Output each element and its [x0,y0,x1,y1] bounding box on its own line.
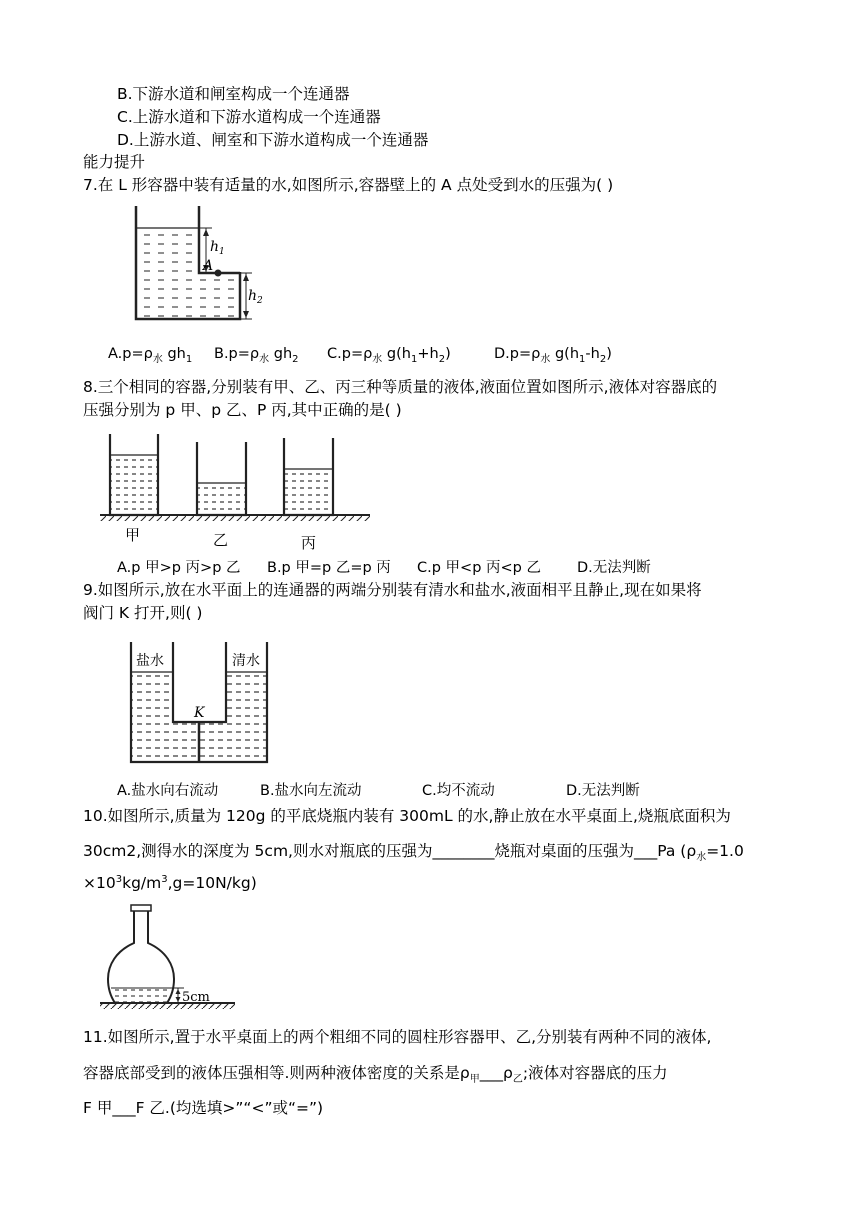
q8-stem-line1: 8.三个相同的容器,分别装有甲、乙、丙三种等质量的液体,液面位置如图所示,液体对容器底的 [83,378,718,396]
q10-figure [98,903,238,1015]
q8-label-jia: 甲 [125,526,141,544]
q9-option-b: B.盐水向左流动 [260,783,362,799]
q8-label-yi: 乙 [213,531,229,549]
q10-line1: 10.如图所示,质量为 120g 的平底烧瓶内装有 300mL 的水,静止放在水平桌面上,烧瓶底面积为 [83,807,731,825]
q8-option-a: A.p 甲>p 丙>p 乙 [117,560,241,576]
q11-line2: 容器底部受到的液体压强相等.则两种液体密度的关系是$\rho_甲\_\_\_\rho_乙$;液体对容器底的压力 [83,1064,668,1086]
q7-label-a: A [203,258,214,274]
q8-option-d: D.无法判断 [577,560,651,576]
q8-option-b: B.p 甲=p 乙=p 丙 [267,560,391,576]
q9-option-d: D.无法判断 [566,783,640,799]
q8-stem-line2: 压强分别为 p 甲、p 乙、P 丙,其中正确的是( ) [83,401,402,419]
q10-label-5cm: 5cm [182,990,210,1005]
section-title: 能力提升 [83,153,146,171]
q7-option-b: $B.p=\rho_水$ $gh_2$ [214,346,299,365]
q9-label-k: K [194,705,205,721]
q10-line3: $\times 10^3kg/m^3,g=10N/kg$) [83,873,257,892]
q9-stem-line1: 9.如图所示,放在水平面上的连通器的两端分别装有清水和盐水,液面相平且静止,现在如果将 [83,581,702,599]
q9-label-salt: 盐水 [136,653,164,669]
q7-label-h1: $h_1$ [210,239,225,257]
prev-option-b: B.下游水道和闸室构成一个连通器 [117,85,350,103]
q8-label-bing: 丙 [301,534,317,552]
q10-line2: 30cm2,测得水的深度为 5cm,则水对瓶底的压强为________烧瓶对桌面的压强为___Pa ($\rho_水=1.0$ [83,842,744,864]
q7-stem: 7.在 L 形容器中装有适量的水,如图所示,容器壁上的 A 点处受到水的压强为( ) [83,176,614,194]
prev-option-c: C.上游水道和下游水道构成一个连通器 [117,108,381,126]
q9-figure [126,640,276,765]
q7-option-c: $C.p=\rho_水$ $g(h_1+h_2)$ [327,346,451,365]
q9-stem-line2: 阀门 K 打开,则( ) [83,604,203,622]
q8-figure [98,428,378,553]
q11-line1: 11.如图所示,置于水平桌面上的两个粗细不同的圆柱形容器甲、乙,分别装有两种不同的液体, [83,1028,712,1046]
q11-line3: F 甲___F 乙.(均选填>”“<”或“=”) [83,1099,324,1117]
q9-option-c: C.均不流动 [422,783,495,799]
q8-option-c: C.p 甲<p 丙<p 乙 [417,560,541,576]
q7-option-a: $A.p=\rho_水$ $gh_1$ [108,346,193,365]
q9-option-a: A.盐水向右流动 [117,783,219,799]
q7-point-a [215,270,222,277]
q9-label-clear: 清水 [232,653,260,669]
prev-option-d: D.上游水道、闸室和下游水道构成一个连通器 [117,131,429,149]
q7-figure [128,203,288,333]
q7-option-d: $D.p=\rho_水$ $g(h_1-h_2)$ [494,346,612,365]
q7-label-h2: $h_2$ [248,288,263,306]
